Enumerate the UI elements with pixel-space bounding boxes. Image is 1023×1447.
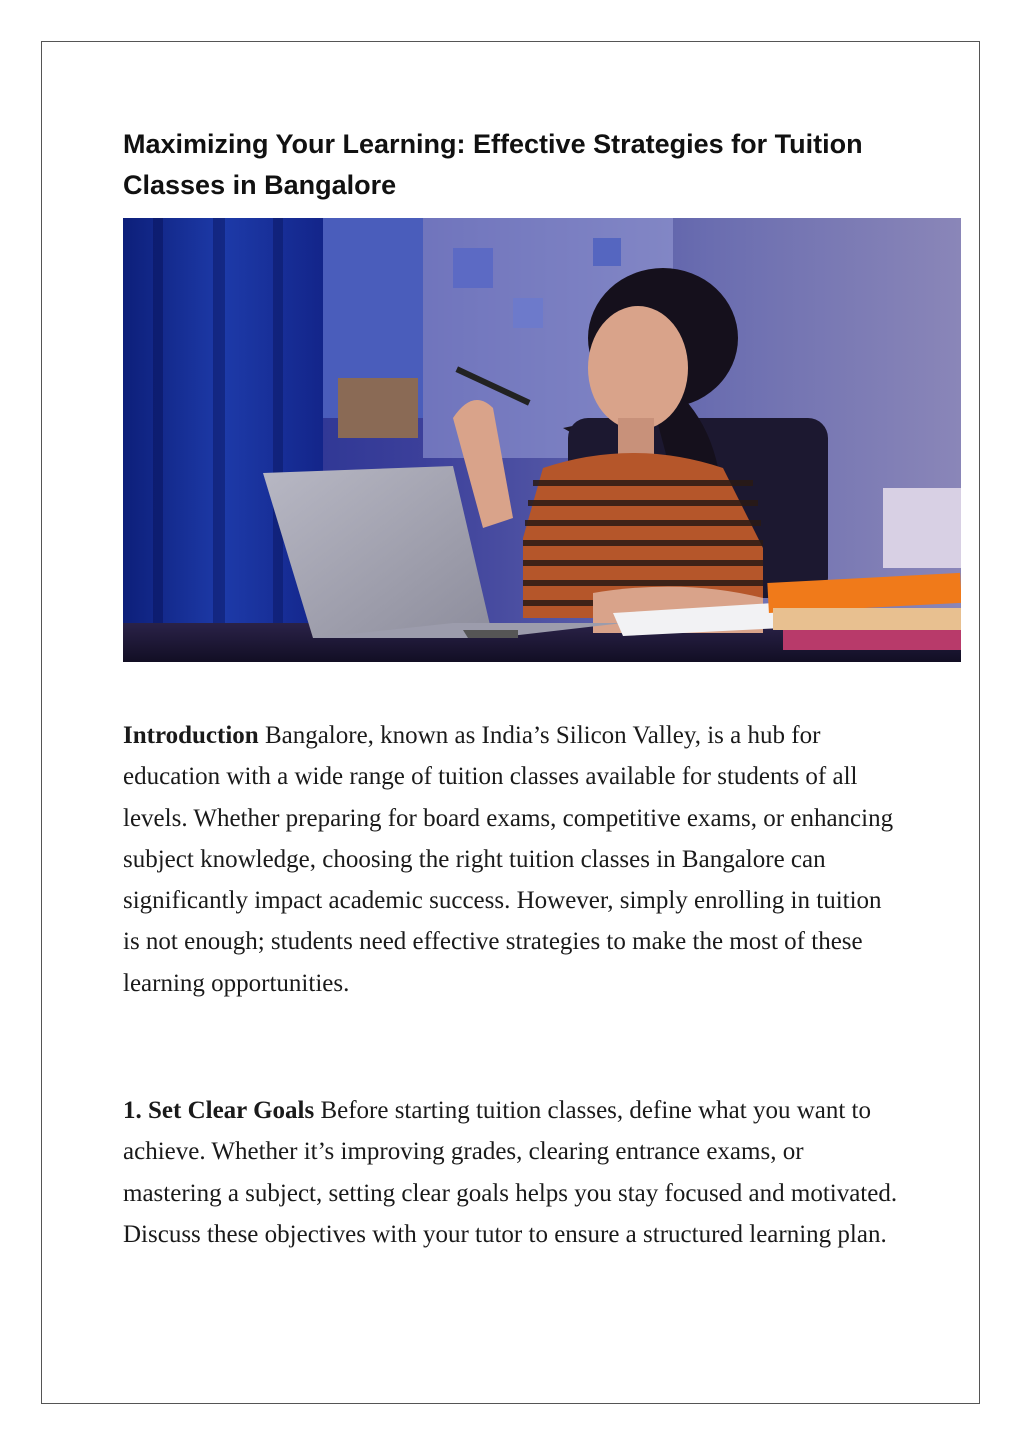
- set-clear-goals-paragraph: [123, 1090, 903, 1255]
- set-clear-goals-body: Before starting tuition classes, define what you want to achieve. Whether it’s improving grades, clearing entrance exams, or mastering a subject, setting clear goals helps you stay focused and motivated. Discuss these objectives with your tutor to ensure a structured learning plan.: [123, 1097, 898, 1248]
- student-laptop-photo: [123, 218, 961, 662]
- set-clear-goals-heading: 1. Set Clear Goals: [123, 1097, 315, 1124]
- introduction-body: Bangalore, known as India’s Silicon Valley, is a hub for education with a wide range of tuition classes available for students of all levels. Whether preparing for board exams, competitive exams, or enhancing subject knowledge, choosing the right tuition classes in Bangalore can significantly impact academic success. However, simply enrolling in tuition is not enough; students need effective strategies to make the most of these learning opportunities.: [123, 722, 894, 997]
- introduction-paragraph: [123, 715, 903, 1004]
- document-title: Maximizing Your Learning: Effective Strategies for Tuition Classes in Bangalore: [123, 129, 863, 200]
- introduction-heading: Introduction: [123, 722, 259, 749]
